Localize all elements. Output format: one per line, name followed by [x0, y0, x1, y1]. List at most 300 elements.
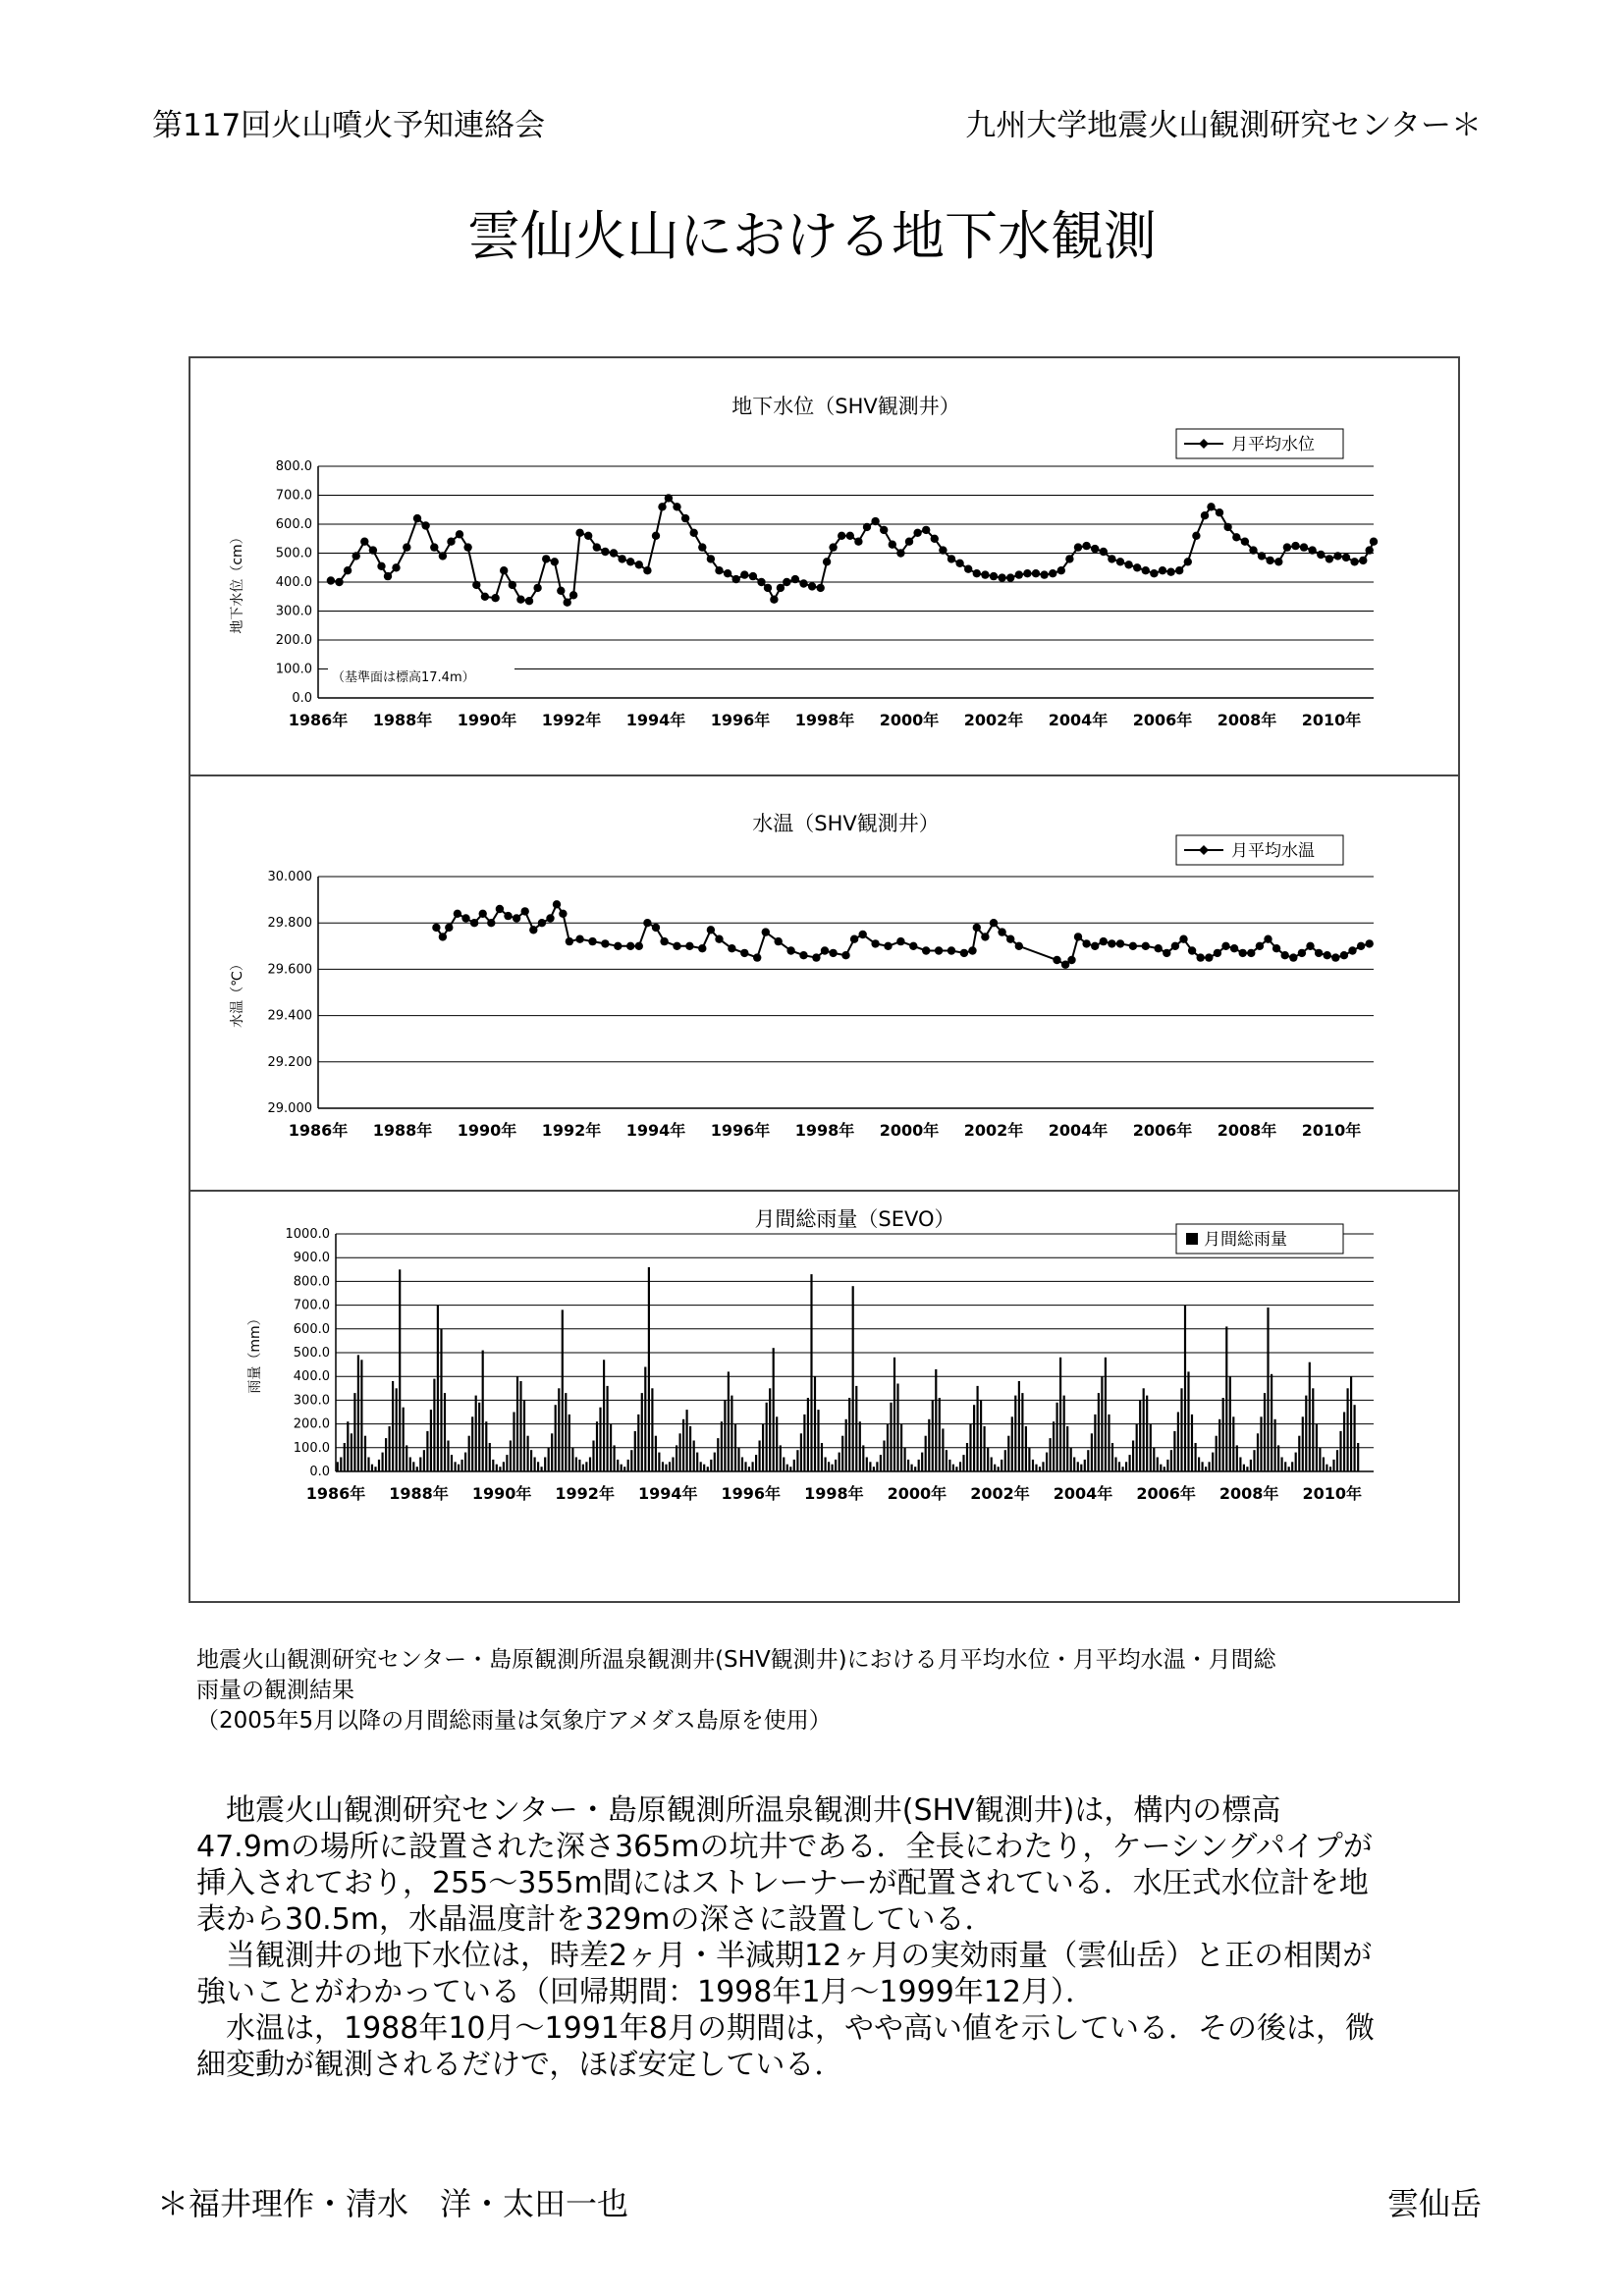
rain-bar — [845, 1419, 847, 1471]
rain-bar — [637, 1415, 639, 1471]
rain-bar — [461, 1460, 463, 1471]
rain-bar — [1195, 1443, 1197, 1471]
data-point — [1067, 956, 1075, 964]
body-line: 細変動が観測されるだけで，ほぼ安定している． — [196, 2048, 844, 2082]
figure-caption — [196, 1645, 1453, 1736]
data-point — [1340, 951, 1348, 959]
data-point — [569, 591, 577, 599]
rain-bar — [416, 1467, 418, 1471]
rain-bar — [1018, 1381, 1020, 1471]
data-point — [896, 549, 904, 557]
rain-bar — [651, 1388, 653, 1471]
data-point — [1230, 944, 1238, 952]
rain-bar — [786, 1465, 788, 1471]
rain-bar — [1042, 1462, 1044, 1471]
rain-bar — [1025, 1426, 1027, 1471]
y-tick-label: 200.0 — [275, 633, 312, 648]
rain-bar — [832, 1465, 834, 1471]
chart-frame — [189, 356, 1460, 1603]
rain-bar — [1125, 1462, 1127, 1471]
data-point — [533, 584, 541, 592]
rain-bar — [1039, 1467, 1041, 1471]
data-point — [998, 928, 1005, 935]
data-point — [491, 594, 499, 602]
y-tick-label: 800.0 — [293, 1274, 330, 1290]
data-point — [1214, 949, 1221, 957]
data-point — [500, 566, 508, 574]
data-point — [626, 558, 634, 565]
rain-bar — [1209, 1462, 1211, 1471]
rain-bar — [769, 1388, 771, 1471]
rain-bar — [644, 1367, 646, 1472]
rain-bar — [1105, 1358, 1107, 1471]
rain-bar — [1212, 1453, 1214, 1471]
rain-bar — [1129, 1455, 1131, 1471]
rain-bar — [519, 1381, 521, 1471]
rain-bar — [503, 1462, 505, 1471]
rain-bar — [367, 1458, 369, 1472]
rain-bar — [578, 1460, 580, 1471]
data-point — [1023, 569, 1031, 577]
footer-volcano: 雲仙岳 — [1386, 2185, 1482, 2222]
data-point — [871, 517, 879, 525]
x-tick-label: 1998年 — [794, 711, 855, 729]
rain-bar — [852, 1286, 854, 1471]
data-point — [1091, 545, 1099, 553]
rain-bar — [741, 1458, 743, 1472]
rain-bar — [994, 1465, 996, 1471]
data-point — [964, 565, 972, 573]
data-point — [728, 944, 735, 952]
rain-bar — [1326, 1465, 1327, 1471]
rain-bar — [1298, 1436, 1300, 1471]
caption-line: 雨量の観測結果 — [196, 1678, 354, 1703]
data-point — [1116, 939, 1124, 947]
data-point — [1308, 546, 1316, 554]
rain-bar — [1332, 1460, 1334, 1471]
rain-bar — [724, 1400, 726, 1471]
rain-bar — [548, 1448, 550, 1471]
data-point — [652, 532, 660, 540]
series-line — [436, 904, 1369, 964]
data-point — [1348, 946, 1356, 954]
data-point — [922, 946, 930, 954]
rain-bar — [896, 1384, 898, 1472]
x-tick-label: 2000年 — [879, 1121, 940, 1140]
rain-bar — [447, 1441, 449, 1472]
data-point — [854, 538, 862, 546]
data-point — [947, 555, 955, 562]
rain-bar — [627, 1460, 629, 1471]
y-tick-label: 900.0 — [293, 1251, 330, 1266]
data-point — [626, 942, 634, 950]
data-point — [1216, 508, 1223, 516]
data-point — [841, 951, 849, 959]
rainfall-chart — [190, 1192, 1458, 1601]
rain-bar — [492, 1460, 494, 1471]
rain-bar — [969, 1424, 971, 1471]
header-institution: 九州大学地震火山観測研究センター＊ — [965, 108, 1482, 143]
rain-bar — [544, 1458, 546, 1472]
rain-bar — [1059, 1358, 1061, 1471]
rain-bar — [1236, 1445, 1238, 1471]
data-point — [658, 503, 666, 510]
x-tick-label: 2008年 — [1217, 711, 1277, 729]
data-point — [529, 926, 537, 934]
data-point — [1350, 558, 1358, 565]
rain-bar — [1243, 1465, 1245, 1471]
data-point — [1091, 942, 1099, 950]
data-point — [575, 529, 583, 537]
rain-bar — [1114, 1458, 1116, 1472]
rain-bar — [1291, 1462, 1293, 1471]
rain-bar — [1347, 1388, 1349, 1471]
rain-bar — [1070, 1448, 1072, 1471]
x-tick-label: 1996年 — [710, 1121, 771, 1140]
data-point — [1272, 944, 1280, 952]
y-tick-label: 200.0 — [293, 1416, 330, 1432]
data-point — [588, 937, 596, 945]
rain-bar — [814, 1376, 816, 1471]
data-point — [764, 584, 772, 592]
rain-bar — [340, 1458, 342, 1472]
y-tick-label: 300.0 — [275, 604, 312, 619]
rain-bar — [399, 1269, 401, 1471]
rain-bar — [403, 1408, 405, 1471]
data-point — [829, 949, 837, 957]
data-point — [753, 953, 761, 961]
data-point — [1142, 566, 1150, 574]
rain-bar — [1232, 1416, 1234, 1471]
rain-bar — [796, 1450, 798, 1471]
rain-bar — [458, 1465, 460, 1471]
rain-bar — [977, 1386, 979, 1471]
chart-title: 水温（SHV観測井） — [752, 812, 940, 835]
rain-bar — [717, 1438, 719, 1471]
data-point — [557, 587, 565, 595]
data-point — [821, 946, 829, 954]
rain-bar — [679, 1433, 681, 1471]
rain-bar — [392, 1381, 394, 1471]
x-tick-label: 1986年 — [288, 711, 349, 729]
data-point — [1171, 942, 1179, 950]
data-point — [1326, 555, 1333, 562]
data-point — [479, 910, 487, 918]
water-temperature-chart — [190, 776, 1458, 1190]
data-point — [732, 575, 740, 583]
data-point — [456, 530, 463, 538]
rain-bar — [648, 1267, 650, 1471]
data-point — [998, 573, 1005, 581]
data-point — [799, 951, 807, 959]
x-tick-label: 1998年 — [794, 1121, 855, 1140]
y-tick-label: 29.600 — [267, 962, 312, 978]
rain-bar — [468, 1436, 470, 1471]
data-point — [538, 919, 546, 927]
rain-bar — [773, 1348, 775, 1471]
data-point — [922, 526, 930, 534]
rain-bar — [1246, 1467, 1248, 1471]
rain-bar — [918, 1460, 920, 1471]
rain-bar — [641, 1393, 643, 1471]
rain-bar — [744, 1462, 746, 1471]
rain-bar — [1146, 1396, 1148, 1471]
rain-bar — [828, 1462, 830, 1471]
y-tick-label: 100.0 — [275, 662, 312, 677]
data-point — [724, 569, 731, 577]
rain-bar — [862, 1445, 864, 1471]
rain-bar — [1091, 1433, 1093, 1471]
rain-bar — [1253, 1450, 1255, 1471]
data-point — [939, 546, 947, 554]
rain-bar — [534, 1458, 536, 1472]
rain-bar — [662, 1462, 664, 1471]
rain-bar — [455, 1462, 457, 1471]
rain-bar — [1202, 1462, 1204, 1471]
rain-bar — [1319, 1448, 1321, 1471]
data-point — [525, 597, 533, 605]
rain-bar — [939, 1398, 941, 1471]
rain-bar — [1222, 1398, 1224, 1471]
data-point — [454, 910, 461, 918]
data-point — [698, 543, 706, 551]
y-tick-label: 500.0 — [293, 1346, 330, 1361]
rain-bar — [998, 1467, 1000, 1471]
rain-bar — [893, 1358, 895, 1471]
rain-bar — [607, 1386, 609, 1471]
data-point — [757, 578, 765, 586]
rain-bar — [1312, 1388, 1314, 1471]
rain-bar — [1084, 1460, 1086, 1471]
legend-label: 月間総雨量 — [1204, 1230, 1287, 1250]
data-point — [413, 514, 421, 522]
rain-bar — [555, 1405, 557, 1471]
rain-bar — [423, 1450, 425, 1471]
legend-swatch — [1186, 1233, 1198, 1245]
rain-bar — [1295, 1453, 1297, 1471]
rain-bar — [710, 1460, 712, 1471]
caption-line: （2005年5月以降の月間総雨量は気象庁アメダス島原を使用） — [196, 1708, 832, 1734]
rain-bar — [1281, 1458, 1283, 1472]
data-point — [384, 572, 392, 580]
y-tick-label: 29.800 — [267, 916, 312, 932]
data-point — [360, 538, 368, 546]
rain-bar — [876, 1462, 878, 1471]
y-tick-label: 600.0 — [293, 1321, 330, 1337]
rain-bar — [911, 1465, 913, 1471]
data-point — [1342, 554, 1350, 561]
data-point — [665, 494, 673, 502]
rain-bar — [714, 1453, 716, 1471]
data-point — [432, 924, 440, 932]
rain-bar — [689, 1426, 691, 1471]
rain-bar — [360, 1360, 362, 1471]
rain-bar — [707, 1467, 709, 1471]
data-point — [327, 576, 335, 584]
rain-bar — [1004, 1450, 1006, 1471]
data-point — [421, 521, 429, 529]
data-point — [542, 555, 550, 562]
rain-bar — [1257, 1433, 1259, 1471]
y-tick-label: 29.200 — [267, 1054, 312, 1070]
rain-bar — [793, 1460, 795, 1471]
data-point — [973, 569, 981, 577]
data-point — [973, 924, 981, 932]
x-tick-label: 2006年 — [1136, 1484, 1196, 1503]
data-point — [1366, 939, 1374, 947]
data-point — [1053, 956, 1060, 964]
rain-bar — [855, 1386, 857, 1471]
x-tick-label: 1990年 — [471, 1484, 532, 1503]
data-point — [551, 558, 559, 565]
rain-bar — [371, 1465, 373, 1471]
data-point — [601, 548, 609, 556]
data-point — [850, 935, 858, 943]
data-point — [913, 529, 921, 537]
data-point — [947, 946, 955, 954]
rain-bar — [1323, 1458, 1325, 1472]
body-line: 当観測井の地下水位は，時差2ヶ月・半減期12ヶ月の実効雨量（雲仙岳）と正の相関が — [196, 1939, 1373, 1973]
rain-bar — [696, 1453, 698, 1471]
data-point — [1283, 543, 1291, 551]
rain-bar — [693, 1441, 695, 1472]
data-point — [1298, 949, 1306, 957]
data-point — [931, 535, 939, 543]
data-point — [1306, 942, 1314, 950]
rain-bar — [412, 1462, 414, 1471]
rain-bar — [817, 1410, 819, 1471]
data-point — [1300, 543, 1308, 551]
rain-bar — [1329, 1467, 1331, 1471]
rain-bar — [914, 1467, 916, 1471]
data-point — [516, 596, 524, 604]
rain-bar — [621, 1465, 623, 1471]
rain-bar — [1305, 1396, 1307, 1471]
rain-bar — [848, 1398, 850, 1471]
rain-bar — [1077, 1462, 1079, 1471]
data-point — [546, 914, 554, 922]
data-point — [740, 949, 748, 957]
data-point — [593, 543, 601, 551]
data-point — [439, 933, 447, 940]
y-axis-label: 雨量（mm） — [247, 1311, 263, 1394]
y-tick-label: 400.0 — [293, 1369, 330, 1385]
data-point — [652, 924, 660, 932]
rain-bar — [866, 1458, 868, 1472]
data-point — [643, 919, 651, 927]
body-line: 地震火山観測研究センター・島原観測所温泉観測井(SHV観測井)は，構内の標高 — [196, 1793, 1281, 1828]
rain-bar — [1302, 1416, 1304, 1471]
x-tick-label: 1990年 — [457, 711, 517, 729]
rain-bar — [748, 1467, 750, 1471]
rain-bar — [426, 1431, 428, 1471]
data-point — [762, 928, 770, 935]
rain-bar — [1118, 1462, 1120, 1471]
data-point — [909, 942, 917, 950]
data-point — [635, 942, 643, 950]
data-point — [859, 931, 867, 938]
rainfall-chart-svg — [190, 1192, 1458, 1601]
data-point — [1074, 933, 1082, 940]
data-point — [981, 933, 989, 940]
rain-bar — [444, 1393, 446, 1471]
rain-bar — [374, 1467, 376, 1471]
rain-bar — [1216, 1436, 1218, 1471]
rain-bar — [409, 1458, 411, 1472]
data-point — [698, 944, 706, 952]
rain-bar — [789, 1467, 791, 1471]
rain-bar — [928, 1419, 930, 1471]
rain-bar — [682, 1419, 684, 1471]
data-point — [635, 561, 643, 568]
rain-bar — [1080, 1465, 1082, 1471]
data-point — [1100, 548, 1108, 556]
data-point — [559, 910, 567, 918]
rain-bar — [378, 1460, 380, 1471]
data-point — [1032, 569, 1040, 577]
rain-bar — [558, 1388, 560, 1471]
data-point — [905, 538, 913, 546]
x-tick-label: 2008年 — [1217, 1121, 1277, 1140]
data-point — [509, 581, 516, 589]
rain-bar — [337, 1462, 339, 1471]
data-point — [660, 937, 668, 945]
data-point — [1175, 566, 1183, 574]
data-point — [377, 562, 385, 570]
rain-bar — [984, 1426, 986, 1471]
rain-bar — [734, 1424, 736, 1471]
rain-bar — [1101, 1376, 1103, 1471]
rain-bar — [527, 1436, 529, 1471]
y-tick-label: 800.0 — [275, 459, 312, 474]
rain-bar — [596, 1421, 598, 1471]
data-point — [1179, 935, 1187, 943]
data-point — [1205, 953, 1213, 961]
data-point — [463, 543, 471, 551]
rain-bar — [464, 1453, 466, 1471]
rain-bar — [839, 1453, 840, 1471]
data-point — [403, 543, 410, 551]
rain-bar — [1136, 1424, 1138, 1471]
x-tick-label: 1990年 — [457, 1121, 517, 1140]
rain-bar — [568, 1415, 570, 1471]
rain-bar — [575, 1458, 577, 1472]
rain-bar — [364, 1436, 366, 1471]
rain-bar — [1050, 1438, 1052, 1471]
data-point — [817, 584, 825, 592]
x-tick-label: 2004年 — [1048, 1121, 1109, 1140]
data-point — [1247, 949, 1255, 957]
rain-bar — [1336, 1450, 1338, 1471]
rain-bar — [1007, 1436, 1009, 1471]
data-point — [1188, 946, 1196, 954]
rain-bar — [1035, 1465, 1037, 1471]
data-point — [1197, 953, 1205, 961]
x-tick-label: 2010年 — [1301, 1121, 1362, 1140]
data-point — [786, 946, 794, 954]
data-point — [1065, 555, 1073, 562]
rain-bar — [344, 1443, 346, 1471]
data-point — [1331, 953, 1339, 961]
data-point — [445, 924, 453, 932]
data-point — [960, 949, 968, 957]
x-tick-label: 2000年 — [879, 711, 940, 729]
rain-bar — [614, 1445, 616, 1471]
rain-bar — [1143, 1388, 1145, 1471]
data-point — [707, 555, 715, 562]
data-point — [564, 599, 571, 607]
data-point — [1357, 942, 1365, 950]
